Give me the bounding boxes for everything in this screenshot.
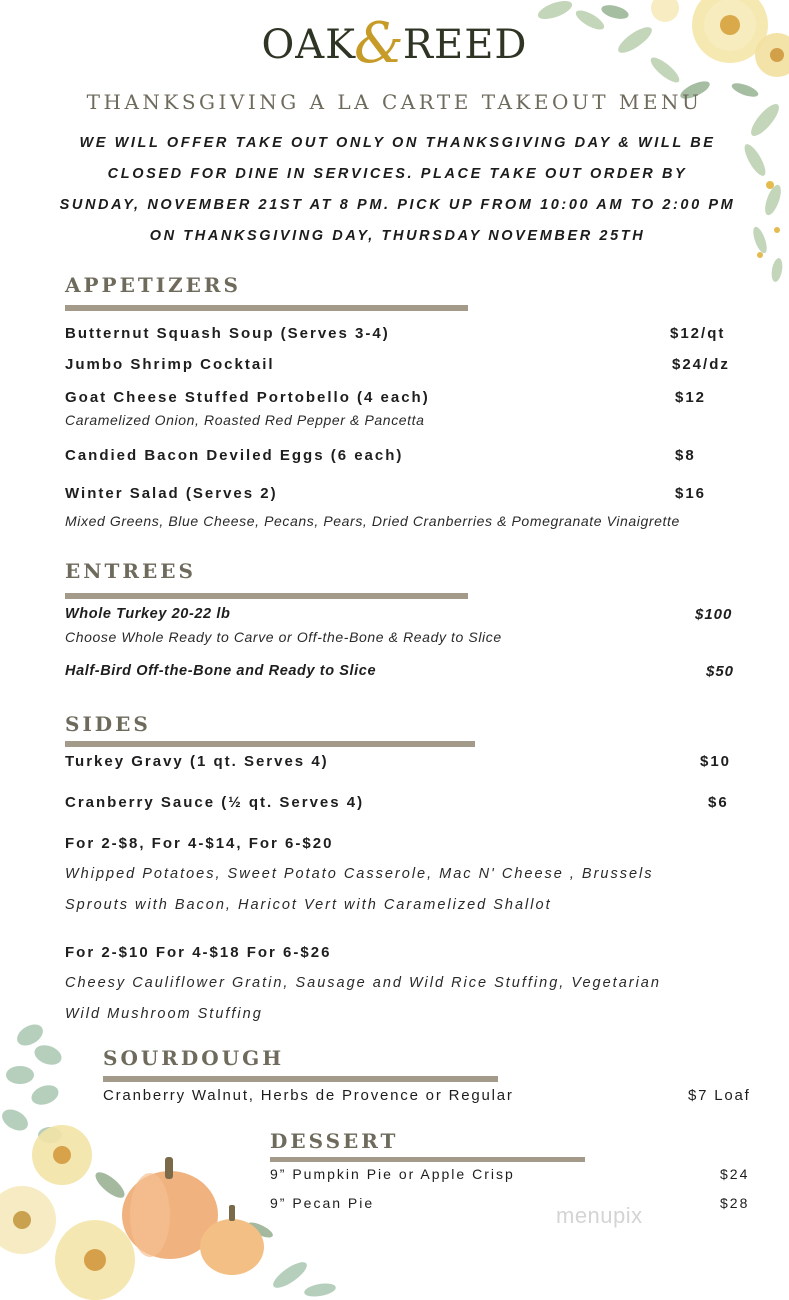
menu-item-name: Cranberry Walnut, Herbs de Provence or Regular [103, 1087, 514, 1104]
menu-item-name: Jumbo Shrimp Cocktail [65, 356, 275, 373]
sides-price-tier: For 2-$8, For 4-$14, For 6-$20 [65, 835, 334, 852]
menu-item-price: $24 [720, 1166, 750, 1182]
menu-item-name: Turkey Gravy (1 qt. Serves 4) [65, 753, 329, 770]
notice-line: WE WILL OFFER TAKE OUT ONLY ON THANKSGIVING DAY & WILL BE [79, 135, 716, 151]
menu-item-name: Whole Turkey 20-22 lb [65, 606, 231, 622]
menu-item-description: Choose Whole Ready to Carve or Off-the-Bone & Ready to Slice [65, 629, 502, 645]
menu-item-price: $8 [675, 447, 696, 464]
section-divider [65, 741, 475, 747]
section-divider [65, 305, 468, 311]
brand-logo-left: OAK [261, 22, 357, 68]
sides-option-list: Whipped Potatoes, Sweet Potato Casserole, Mac N' Cheese , Brussels [65, 866, 654, 882]
menu-item-price: $50 [706, 663, 735, 680]
notice-line: ON THANKSGIVING DAY, THURSDAY NOVEMBER 25TH [149, 228, 646, 244]
menu-item-name: Goat Cheese Stuffed Portobello (4 each) [65, 389, 430, 406]
section-heading-dessert: DESSERT [270, 1129, 399, 1153]
menu-item-price: $100 [695, 606, 733, 623]
menu-item-name: 9” Pumpkin Pie or Apple Crisp [270, 1166, 515, 1182]
menu-item-price: $12/qt [670, 325, 726, 342]
section-heading-entrees: ENTREES [65, 559, 196, 583]
notice-line: SUNDAY, NOVEMBER 21ST AT 8 PM. PICK UP FROM 10:00 AM TO 2:00 PM [59, 197, 736, 213]
menu-item-name: Winter Salad (Serves 2) [65, 485, 278, 502]
menu-item-description: Caramelized Onion, Roasted Red Pepper & Pancetta [65, 412, 425, 428]
section-divider [65, 593, 468, 599]
menu-item-price: $10 [700, 753, 732, 770]
menu-item-price: $7 Loaf [688, 1087, 751, 1104]
watermark-text: menupix [556, 1203, 643, 1228]
menu-item-name: Half-Bird Off-the-Bone and Ready to Slice [65, 663, 377, 679]
section-heading-sides: SIDES [65, 712, 151, 736]
menu-item-price: $16 [675, 485, 707, 502]
sides-option-list: Cheesy Cauliflower Gratin, Sausage and Wild Rice Stuffing, Vegetarian [65, 975, 661, 991]
section-divider [103, 1076, 498, 1082]
takeout-notice [30, 128, 765, 252]
menu-item-name: 9” Pecan Pie [270, 1195, 375, 1211]
notice-line: CLOSED FOR DINE IN SERVICES. PLACE TAKE OUT ORDER BY [107, 166, 688, 182]
sides-option-list: Sprouts with Bacon, Haricot Vert with Caramelized Shallot [65, 897, 552, 913]
sides-price-tier: For 2-$10 For 4-$18 For 6-$26 [65, 944, 332, 961]
menu-item-price: $24/dz [672, 356, 730, 373]
menu-item-description: Mixed Greens, Blue Cheese, Pecans, Pears, Dried Cranberries & Pomegranate Vinaigrette [65, 513, 680, 529]
menu-title: THANKSGIVING A LA CARTE TAKEOUT MENU [86, 90, 703, 114]
menu-item-name: Butternut Squash Soup (Serves 3-4) [65, 325, 390, 342]
menu-item-price: $28 [720, 1195, 750, 1211]
menu-item-price: $12 [675, 389, 707, 406]
sides-option-list: Wild Mushroom Stuffing [65, 1006, 263, 1022]
section-heading-appetizers: APPETIZERS [65, 273, 241, 297]
section-divider [270, 1157, 585, 1162]
section-heading-sourdough: SOURDOUGH [103, 1046, 285, 1070]
menu-item-name: Cranberry Sauce (½ qt. Serves 4) [65, 794, 365, 811]
menu-item-name: Candied Bacon Deviled Eggs (6 each) [65, 447, 404, 464]
menu-item-price: $6 [708, 794, 729, 811]
brand-logo-right: REED [402, 22, 528, 68]
brand-logo [0, 11, 789, 76]
brand-logo-ampersand: & [354, 11, 405, 76]
